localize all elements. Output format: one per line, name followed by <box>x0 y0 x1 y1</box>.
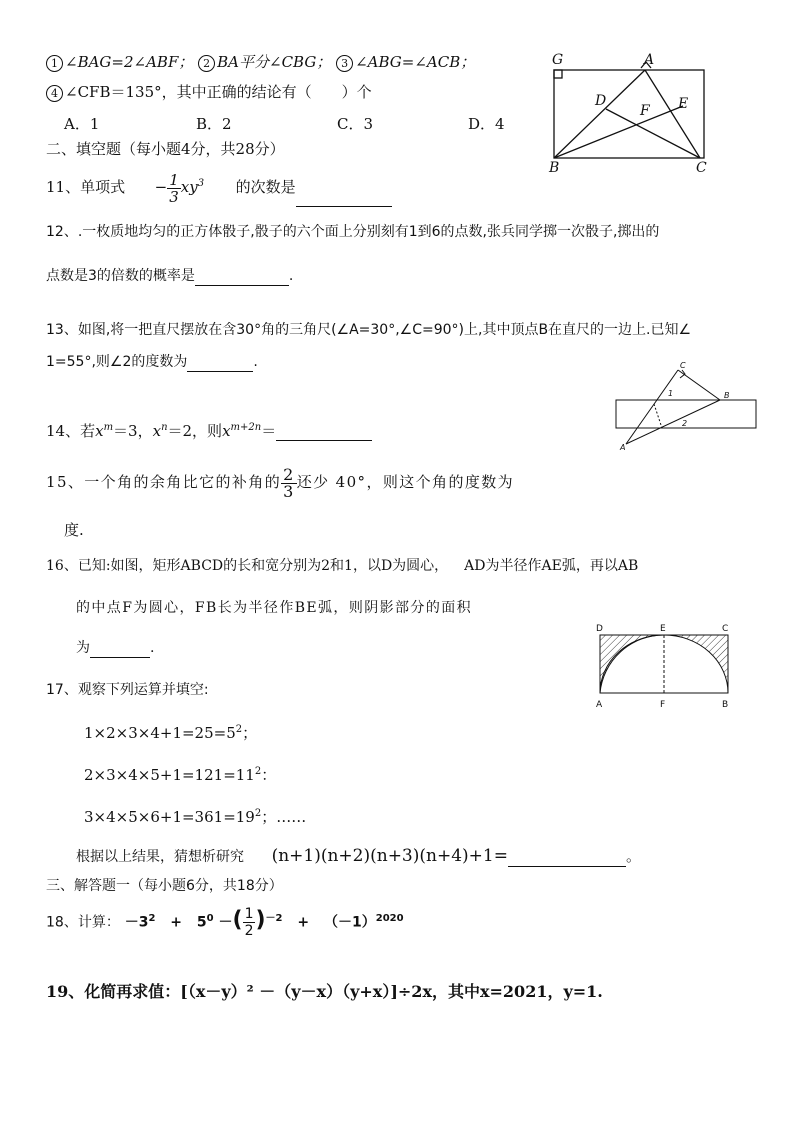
q11 <box>46 164 392 208</box>
q16-answer-blank[interactable] <box>90 657 150 658</box>
q12-line2: 点数是3的倍数的概率是 . <box>46 268 294 284</box>
q10-line-dc <box>606 109 700 158</box>
q10-line1 <box>46 52 475 72</box>
q10-line-ba <box>554 70 645 158</box>
q17-expression: (n+1)(n+2)(n+3)(n+4)+1= <box>271 846 508 866</box>
q16-label-b: B <box>722 700 729 710</box>
q10-option-a: A．1 <box>64 115 100 133</box>
q11-exponent: 3 <box>197 178 205 189</box>
q11-variables: xy <box>180 178 198 196</box>
q10-rectangle <box>554 70 704 158</box>
q15-fraction: $\frac{2}{3}$ <box>283 464 295 501</box>
q16-line1: 16、已知:如图，矩形ABCD的长和宽分别为2和1，以D为圆心， AD为半径作AE弧，再以AB <box>46 558 639 574</box>
q13-answer-blank[interactable] <box>187 371 253 372</box>
q16-rectangle-arc-figure <box>592 620 742 712</box>
q13-ruler-triangle-figure <box>610 358 766 454</box>
q16-shaded-left <box>600 635 664 693</box>
q10-statement-2: BA平分∠CBG； <box>217 53 332 71</box>
q14-answer-blank[interactable] <box>276 440 372 441</box>
q17-prompt: 根据以上结果，猜想析研究 (n+1)(n+2)(n+3)(n+4)+1= 。 <box>76 846 641 866</box>
q13-line2: 1=55°,则∠2的度数为 . <box>46 354 258 370</box>
label-a: A <box>644 52 655 68</box>
q12-line1: 12、.一枚质地均匀的正方体骰子,骰子的六个面上分别刻有1到6的点数,张兵同学掷一次骰子,掷出的 <box>46 224 660 240</box>
q10-line2 <box>46 82 372 102</box>
q17-row-3: $3\times 4\times 5\times 6+1=361=19^2$；…… <box>84 808 307 826</box>
q13-label-angle-1: 1 <box>668 389 674 398</box>
q11-answer-blank[interactable] <box>296 206 392 207</box>
q16-label-e: E <box>660 624 666 634</box>
label-d: D <box>595 93 607 109</box>
section-2-heading: 二、填空题（每小题4分，共28分） <box>46 140 285 158</box>
q10-statement-1: ∠BAG=2∠ABF； <box>65 53 194 71</box>
q16-label-c: C <box>722 624 729 634</box>
q13-dashed-1 <box>654 404 662 428</box>
option-number-4: 4 <box>46 85 63 102</box>
q13-label-a: A <box>620 443 626 452</box>
q16-line2: 的中点F为圆心，FB长为半径作BE弧，则阴影部分的面积 <box>76 600 473 616</box>
q12-answer-blank[interactable] <box>195 285 289 286</box>
q18-fraction: $\frac{1}{2}$ <box>244 906 254 940</box>
label-g: G <box>552 52 564 68</box>
label-e: E <box>678 96 689 112</box>
q10-statement-3: ∠ABG=∠ACB； <box>355 53 476 71</box>
q10-statement-4: ∠CFB＝135°，其中正确的结论有（ ）个 <box>65 83 372 101</box>
q10-option-c: C．3 <box>337 115 374 133</box>
q17-title: 17、观察下列运算并填空: <box>46 682 209 698</box>
q17-row-1: $1\times 2\times 3\times 4+1=25=5^2$； <box>84 724 258 742</box>
q16-label-d: D <box>596 624 603 634</box>
q10-geometry-figure <box>540 48 720 178</box>
q19: 19、化简再求值：[（x－y）² －（y－x）（y+x）]÷2x，其中x=2021，y=1. <box>46 982 603 1001</box>
label-b: B <box>549 160 560 176</box>
q10-option-b: B．2 <box>196 115 232 133</box>
q16-line3: 为 . <box>76 640 155 656</box>
q10-line-be <box>554 106 683 158</box>
option-number-2: 2 <box>198 55 215 72</box>
q11-suffix: 的次数是 <box>235 178 296 196</box>
q14: 14、若$x^m=3$，$x^n=2$，则$x^{m+2n}=$ <box>46 418 372 441</box>
q18: 18、计算： $-3^2 + 5^0$ －( $\frac{1}{2}$ )$^{-2} + (-1)^{2020}$ <box>46 906 404 940</box>
q15-line1: 15、一个角的余角比它的补角的 $\frac{2}{3}$ 还少 40°，则这个角的度数为 <box>46 464 515 501</box>
q11-minus: − <box>154 178 168 196</box>
q16-label-f: F <box>660 700 666 710</box>
q13-label-c: C <box>680 361 686 370</box>
q10-right-angle-g <box>554 70 562 78</box>
q13-right-angle <box>680 370 685 378</box>
option-number-1: 1 <box>46 55 63 72</box>
q10-option-d: D．4 <box>468 115 505 133</box>
q17-row-2: $2\times 3\times 4\times 5+1=121=11^2$： <box>84 766 277 784</box>
q13-side-ac <box>626 370 678 444</box>
q13-line1: 13、如图,将一把直尺摆放在含30°角的三角尺(∠A=30°,∠C=90°)上,其中顶点B在直尺的一边上.已知∠ <box>46 322 692 338</box>
option-number-3: 3 <box>336 55 353 72</box>
section-3-heading: 三、解答题一（每小题6分，共18分） <box>46 878 283 894</box>
q13-label-angle-2: 2 <box>682 419 688 428</box>
q16-label-a: A <box>596 700 603 710</box>
q11-fraction: $\frac{1}{3}$ <box>169 170 179 206</box>
q13-label-b: B <box>724 391 730 400</box>
q17-answer-blank[interactable] <box>508 866 626 867</box>
label-f: F <box>640 103 650 119</box>
q10-line-ac <box>645 70 700 158</box>
q15-line2: 度. <box>64 521 84 539</box>
q11-prefix: 11、单项式 <box>46 178 126 196</box>
label-c: C <box>696 160 707 176</box>
q13-side-ab <box>626 400 720 444</box>
